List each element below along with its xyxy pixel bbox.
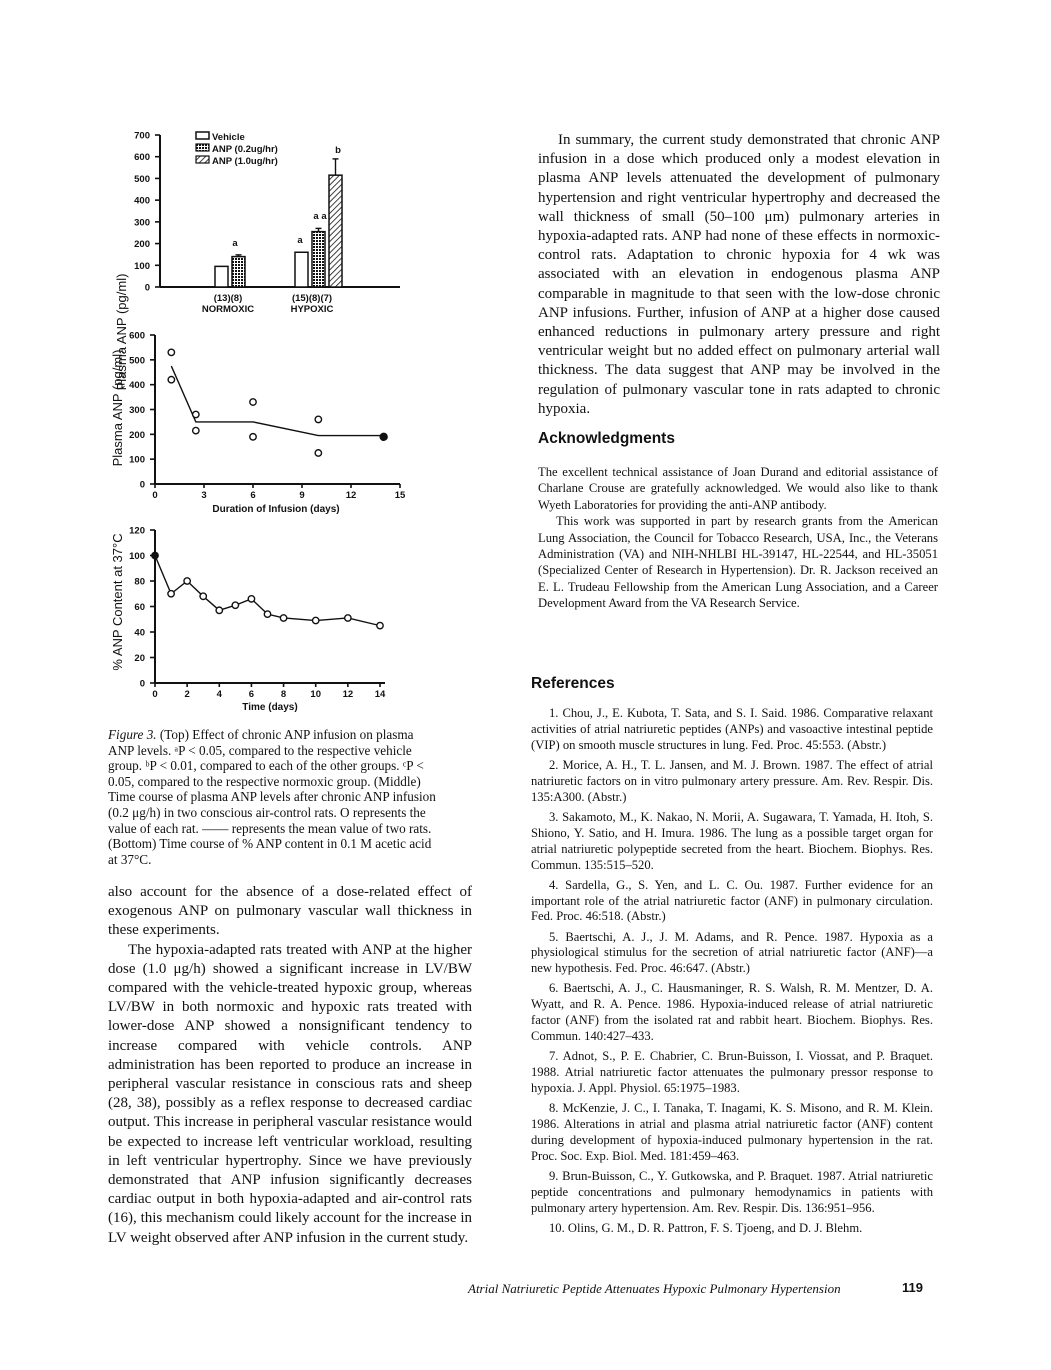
data-point [200, 593, 206, 599]
top-y-tick-label: 300 [134, 217, 150, 229]
acknowledgments-heading: Acknowledgments [538, 430, 675, 447]
legend-label-anp-low: ANP (0.2ug/hr) [212, 144, 278, 155]
bottom-x-tick-label: 10 [310, 689, 322, 700]
bottom-y-tick-label: 120 [129, 525, 145, 537]
data-point [152, 552, 158, 558]
bar-anp-low [232, 257, 245, 287]
bar-anp-low [312, 232, 325, 287]
top-y-tick-label: 500 [134, 173, 150, 185]
top-y-tick-label: 400 [134, 195, 150, 207]
bottom-y-tick-label: 20 [134, 653, 145, 664]
reference-item: 10. Olins, G. M., D. R. Pattron, F. S. Tjoeng, and D. J. Blehm. [549, 1220, 863, 1235]
data-point [345, 615, 351, 621]
reference-item: 9. Brun-Buisson, C., Y. Gutkowska, and P. Braquet. 1987. Atrial natriuretic peptide concentrations and pulmonary hemodynamics in patients with pulmonary artery hypertension. Am. Rev. Respir. Dis. 136:951–956. [531, 1168, 933, 1215]
data-point [168, 349, 174, 355]
top-y-tick-label: 0 [144, 282, 150, 294]
reference-item: 8. McKenzie, J. C., I. Tanaka, T. Inagami, K. S. Misono, and R. M. Klein. 1986. Alterations in atrial and plasma atrial natriuretic factor (ANF) content during development of hypoxia-induced pulmonary hypertension in the rat. Proc. Soc. Exp. Biol. Med. 181:459–463. [531, 1101, 933, 1163]
bottom-x-tick-label: 8 [280, 689, 287, 700]
data-point [280, 615, 286, 621]
bottom-x-tick-label: 14 [374, 689, 386, 700]
left-paragraph-1: also account for the absence of a dose-related effect of exogenous ANP on pulmonary vascular wall thickness in these experiments. [108, 884, 472, 939]
reference-item: 4. Sardella, G., S. Yen, and L. C. Ou. 1987. Further evidence for an important role of the atrial natriuretic factor (ANF) in pulmonary circulation. Fed. Proc. 46:518. (Abstr.) [531, 877, 933, 924]
reference-item: 2. Morice, A. H., T. L. Jansen, and M. J. Brown. 1987. The effect of atrial natriuretic factors on in vitro pulmonary artery pressure. Am. Rev. Respir. Dis. 135:A300. (Abstr.) [531, 757, 933, 804]
data-point [377, 622, 383, 628]
acknowledgments-text [538, 464, 938, 612]
top-y-tick-label: 600 [134, 152, 150, 164]
data-point [315, 450, 321, 456]
group-n-normoxic: (13)(8) [213, 293, 243, 304]
bottom-panel [110, 526, 386, 714]
data-point [380, 433, 387, 440]
data-point [248, 596, 254, 602]
reference-item: 7. Adnot, S., P. E. Chabrier, C. Brun-Buisson, I. Viossat, and P. Braquet. 1988. Atrial natriuretic factor attenuates the pulmonary pressor response to hypoxia. J. Appl. Physiol. 65:1975–1983. [531, 1049, 933, 1096]
data-point [313, 617, 319, 623]
acknowledgments-paragraph-1: The excellent technical assistance of Joan Durand and editorial assistance of Charlane Crouse are gratefully acknowledged. We would also like to thank Wyeth Laboratories for providing the anti-ANP antibody. [538, 465, 938, 512]
middle-x-tick-label: 6 [250, 490, 256, 501]
legend-swatch-anp-high [196, 156, 209, 163]
middle-x-tick-label: 9 [299, 490, 305, 501]
legend-swatch-vehicle [196, 132, 209, 139]
group-n-hypoxic: (15)(8)(7) [291, 293, 333, 304]
bottom-y-tick-label: 60 [134, 602, 145, 613]
summary-paragraph: In summary, the current study demonstrated that chronic ANP infusion in a dose which produced only a modest elevation in plasma ANP levels attenuated the development of pulmonary hypertension and right ventricular hypertrophy and decreased the wall thickness of small (50–100 μm) pulmonary arteries in hypoxia-adapted rats. ANP had none of these effects in normoxic-control rats. Adaptation to chronic hypoxia for 4 wk was associated with an elevation in endogenous plasma ANP comparable in magnitude to that seen with the low-dose chronic ANP infusions. Further, infusion of ANP at a higher dose caused enhanced reductions in pulmonary artery pressure and right ventricular weight but no added effect on pulmonary arterial wall thickness. The data suggest that ANP may be involved in the regulation of pulmonary vascular tone in rats adapted to chronic hypoxia. [538, 132, 940, 417]
legend-label-anp-high: ANP (1.0ug/hr) [212, 156, 278, 167]
data-point [250, 434, 256, 440]
data-point [193, 411, 199, 417]
bottom-x-tick-label: 6 [248, 689, 255, 700]
middle-x-tick-label: 15 [394, 490, 406, 501]
middle-y-tick-label: 0 [139, 479, 145, 491]
sig-label-normoxic-low: a [232, 238, 238, 249]
middle-x-tick-label: 12 [345, 490, 357, 501]
data-point [315, 416, 321, 422]
group-name-hypoxic: HYPOXIC [290, 304, 334, 315]
bottom-y-tick-label: 0 [139, 678, 145, 690]
middle-x-tick-label: 0 [152, 490, 158, 501]
page-number: 119 [902, 1280, 923, 1295]
references-heading: References [531, 675, 615, 692]
middle-panel [110, 331, 406, 516]
bottom-y-tick-label: 80 [134, 576, 145, 588]
bottom-y-axis-label: % ANP Content at 37°C [110, 533, 125, 671]
figure-caption-text: (Top) Effect of chronic ANP infusion on plasma ANP levels. ᵃP < 0.05, compared to the respective vehicle group. ᵇP < 0.01, compared to each of the other groups. ᶜP < 0.05, compared to the respective normoxic group. (Middle) Time course of plasma ANP levels after chronic ANP infusion (0.2 μg/h) in two conscious air-control rats. O represents the value of each rat. —— represents the mean value of two rats. (Bottom) Time course of % ANP content in 0.1 M acetic acid at 37°C. [108, 727, 436, 867]
figure-caption [108, 727, 438, 867]
middle-x-axis-label: Duration of Infusion (days) [212, 504, 340, 515]
top-panel [114, 131, 400, 391]
group-name-normoxic: NORMOXIC [201, 304, 255, 315]
bottom-x-tick-label: 0 [152, 689, 158, 700]
bar-anp-high [329, 175, 342, 287]
sig-label-hypoxic-vehicle: a [297, 235, 303, 246]
legend-swatch-anp-low [196, 144, 209, 151]
data-point [232, 602, 238, 608]
data-point [168, 591, 174, 597]
middle-y-tick-label: 600 [129, 330, 145, 342]
bottom-x-tick-label: 12 [342, 689, 354, 700]
left-paragraph-2: The hypoxia-adapted rats treated with ANP at the higher dose (1.0 μg/h) showed a significant increase in LV/BW compared with the vehicle-treated hypoxic group, whereas LV/BW in both normoxic and hypoxic rats treated with lower-dose ANP showed a nonsignificant tendency to increase compared with vehicle controls. ANP administration has been reported to produce an increase in peripheral vascular resistance in conscious rats and sheep (28, 38), possibly as a reflex response to decreased cardiac output. This increase in peripheral vascular resistance would be expected to increase left ventricular workload, resulting in left ventricular hypertrophy. Since we have previously demonstrated that ANP infusion significantly decreases cardiac output in both hypoxia-adapted and air-control rats (16), this mechanism could likely account for the increase in LV weight observed after ANP infusion in the current study. [108, 941, 472, 1246]
top-y-tick-label: 100 [134, 260, 150, 272]
data-point [193, 427, 199, 433]
data-point [264, 611, 270, 617]
middle-y-axis-label: Plasma ANP (pg/ml) [110, 349, 125, 467]
middle-y-tick-label: 200 [129, 429, 145, 441]
reference-item: 6. Baertschi, A. J., C. Hausmaninger, R. S. Walsh, R. M. Mentzer, D. A. Wyatt, and R. A. Pence. 1986. Hypoxia-induced release of atrial natriuretic factor (ANF) from the isolated rat and rabbit heart. Biochem. Biophys. Res. Commun. 140:427–433. [531, 981, 933, 1044]
middle-y-tick-label: 100 [129, 454, 145, 466]
data-point [168, 377, 174, 383]
top-y-axis-label: Plasma ANP (pg/ml) [114, 273, 129, 391]
acknowledgments-paragraph-2: This work was supported in part by research grants from the American Lung Association, the Council for Tobacco Research, USA, Inc., the Veterans Administration (VA) and NIH-NHLBI HL-39147, HL-22544, and HL-35051 (Specialized Center of Research in Hypertension). Dr. R. Jackson received an E. L. Trudeau Fellowship from the American Lung Association, and a Career Development Award from the VA Research Service. [538, 514, 938, 611]
bottom-y-tick-label: 100 [129, 551, 145, 562]
references-list [531, 706, 933, 1241]
middle-y-tick-label: 300 [129, 405, 145, 416]
middle-y-tick-label: 500 [129, 355, 145, 367]
left-column-text [108, 883, 472, 1248]
bottom-y-tick-label: 40 [134, 627, 145, 639]
reference-item: 1. Chou, J., E. Kubota, T. Sata, and S. I. Said. 1986. Comparative relaxant activities of atrial natriuretic peptides (ANPs) and vasoactive intestinal peptide (VIP) on smooth muscle structures in lung. Fed. Proc. 45:553. (Abstr.) [531, 706, 933, 752]
running-title: Atrial Natriuretic Peptide Attenuates Hypoxic Pulmonary Hypertension [468, 1281, 841, 1296]
sig-label-hypoxic-low: a a [313, 211, 327, 222]
reference-item: 5. Baertschi, A. J., J. M. Adams, and R. Pence. 1987. Hypoxia as a physiological stimulus for the secretion of atrial natriuretic factor (ANF)—a new hypothesis. Fed. Proc. 46:647. (Abstr.) [531, 929, 933, 976]
data-point [184, 578, 190, 584]
summary-paragraph-block [538, 131, 940, 419]
bar-vehicle [215, 266, 228, 287]
reference-item: 3. Sakamoto, M., K. Nakao, N. Morii, A. Sugawara, T. Yamada, H. Itoh, S. Shiono, Y. Satio, and H. Imura. 1986. The lung as a possible target organ for atrial natriuretic polypeptide secreted from the heart. Biochem. Biophys. Res. Commun. 135:515–520. [531, 809, 933, 872]
figure-caption-label: Figure 3. [108, 727, 157, 742]
legend-label-vehicle: Vehicle [212, 132, 245, 143]
top-y-tick-label: 200 [134, 239, 150, 251]
middle-y-tick-label: 400 [129, 380, 145, 392]
data-point [250, 399, 256, 405]
mean-line [171, 366, 383, 436]
middle-x-tick-label: 3 [201, 490, 207, 501]
top-legend [196, 132, 278, 167]
bottom-x-tick-label: 2 [184, 689, 190, 700]
top-y-tick-label: 700 [134, 130, 150, 142]
bottom-x-tick-label: 4 [216, 689, 222, 700]
sig-label-hypoxic-high: b [335, 145, 341, 156]
bottom-x-axis-label: Time (days) [242, 702, 298, 713]
bar-vehicle [295, 252, 308, 287]
data-point [216, 607, 222, 613]
